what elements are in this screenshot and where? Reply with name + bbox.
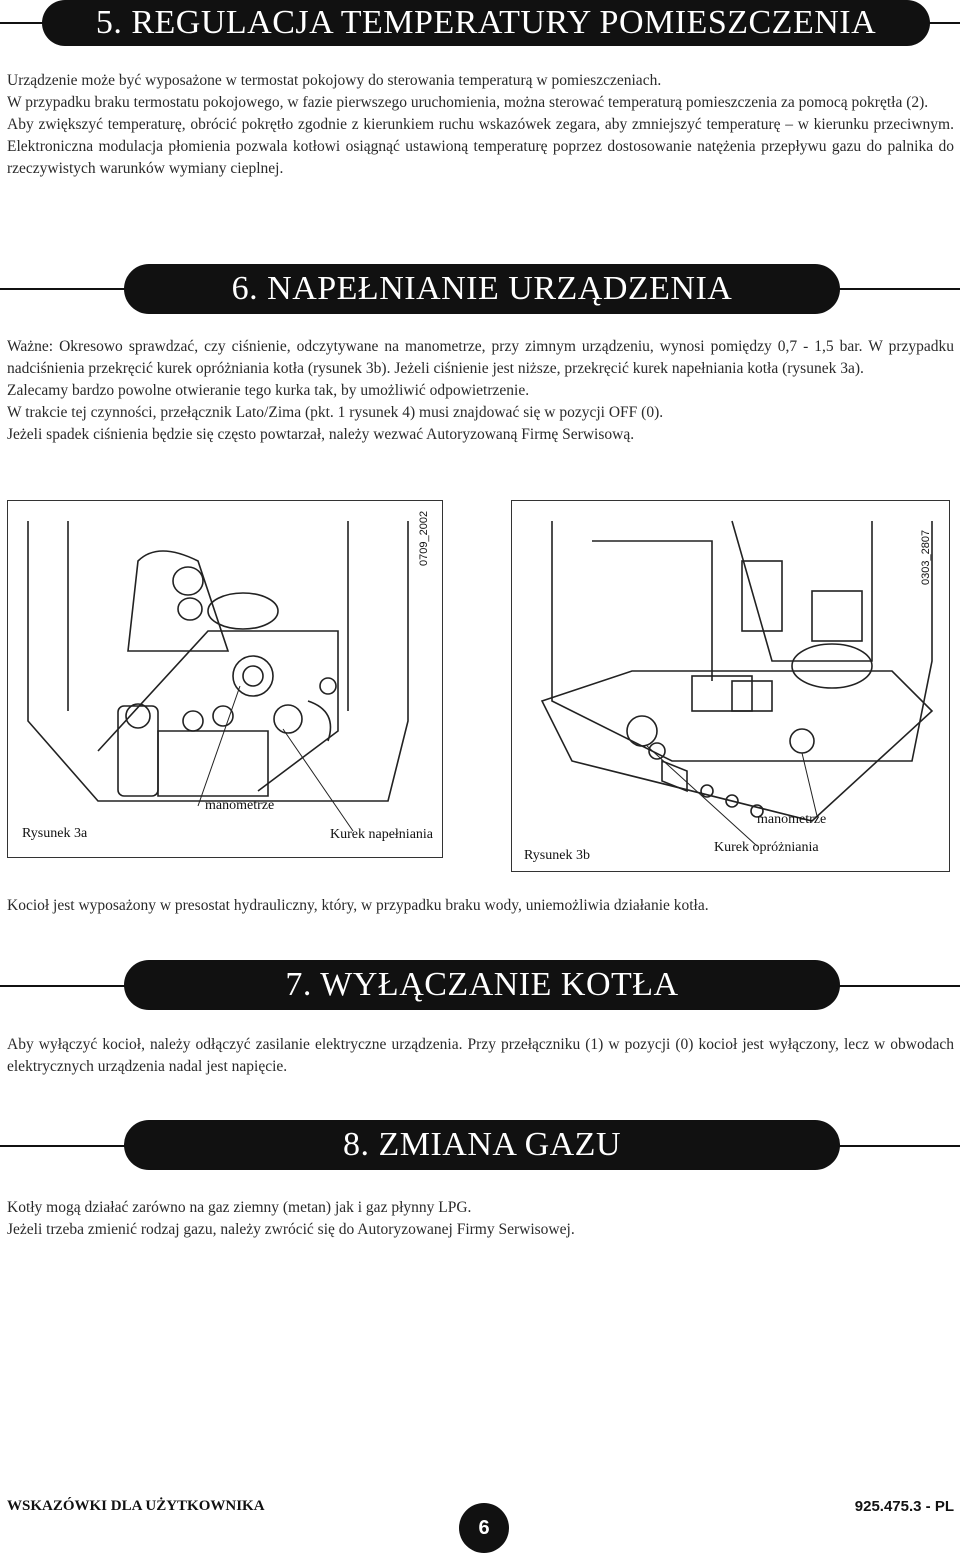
footer-document-code: 925.475.3 - PL	[854, 1498, 954, 1515]
section7-paragraph: Aby wyłączyć kocioł, należy odłączyć zasilanie elektryczne urządzenia. Przy przełączniku (1) w pozycji (0) kocioł jest wyłączony, lecz w obwodach elektrycznych urządzenia nadal jest napięcie.	[7, 1036, 954, 1075]
section5-paragraph: W przypadku braku termostatu pokojowego, w fazie pierwszego uruchomienia, można sterować temperaturą pomieszczenia za pomocą pokrętła (2).	[7, 94, 929, 111]
section5-paragraph: Urządzenie może być wyposażone w termostat pokojowy do sterowania temperaturą w pomieszczeniach.	[7, 72, 662, 89]
section6-paragraph: Zalecamy bardzo powolne otwieranie tego kurka tak, by umożliwić odpowietrzenie.	[7, 382, 530, 399]
figure-3a-code: 0709_2002	[418, 510, 430, 566]
figure-3b-code: 0303_2807	[920, 529, 932, 585]
section6-title: 6. NAPEŁNIANIE URZĄDZENIA	[124, 264, 840, 314]
page-number: 6	[459, 1503, 509, 1553]
section7-body	[7, 1034, 954, 1078]
section8-body	[7, 1197, 954, 1241]
figure-3b-tap-label: Kurek opróżniania	[714, 840, 819, 855]
section7-title: 7. WYŁĄCZANIE KOTŁA	[124, 960, 840, 1010]
figure-3b-caption: Rysunek 3b	[524, 848, 590, 863]
section8-paragraph: Jeżeli trzeba zmienić rodzaj gazu, należy zwrócić się do Autoryzowanej Firmy Serwisowej.	[7, 1221, 575, 1238]
figure-3a-manometer-label: manometrze	[205, 798, 275, 813]
figure-3a-caption: Rysunek 3a	[22, 826, 88, 841]
figure-3a-tap-label: Kurek napełniania	[330, 827, 434, 842]
section6-after-text	[7, 895, 954, 917]
footer-manual-title: WSKAZÓWKI DLA UŻYTKOWNIKA	[7, 1498, 265, 1514]
section6-body	[7, 336, 954, 446]
boiler-underside-illustration	[512, 501, 949, 871]
section5-title: 5. REGULACJA TEMPERATURY POMIESZCZENIA	[42, 0, 930, 46]
figure-3b-manometer-label: manometrze	[757, 812, 827, 827]
section8-paragraph: Kotły mogą działać zarówno na gaz ziemny (metan) jak i gaz płynny LPG.	[7, 1199, 472, 1216]
section8-title: 8. ZMIANA GAZU	[124, 1120, 840, 1170]
pressure-switch-note: Kocioł jest wyposażony w presostat hydrauliczny, który, w przypadku braku wody, uniemożliwia działanie kotła.	[7, 897, 709, 914]
section5-paragraph: Aby zwiększyć temperaturę, obrócić pokrętło zgodnie z kierunkiem ruchu wskazówek zegara, aby zmniejszyć temperaturę – w kierunku przeciwnym. Elektroniczna modulacja płomienia pozwala kotłowi osiągnąć ustawioną temperaturę poprzez dostosowanie natężenia przepływu gazu do palnika do rzeczywistych warunków wymiany cieplnej.	[7, 116, 954, 177]
section5-body	[7, 70, 954, 180]
section6-paragraph: W trakcie tej czynności, przełącznik Lato/Zima (pkt. 1 rysunek 4) musi znajdować się w pozycji OFF (0).	[7, 404, 664, 421]
section6-paragraph: Ważne: Okresowo sprawdzać, czy ciśnienie, odczytywane na manometrze, przy zimnym urządzeniu, wynosi pomiędzy 0,7 - 1,5 bar. W przypadku nadciśnienia przekręcić kurek opróżniania kotła (rysunek 3b). Jeżeli ciśnienie jest niższe, przekręcić kurek napełniania kotła (rysunek 3a).	[7, 338, 954, 377]
figure-3b	[511, 500, 950, 872]
section6-paragraph: Jeżeli spadek ciśnienia będzie się często powtarzał, należy wezwać Autoryzowaną Firmę Serwisową.	[7, 426, 635, 443]
